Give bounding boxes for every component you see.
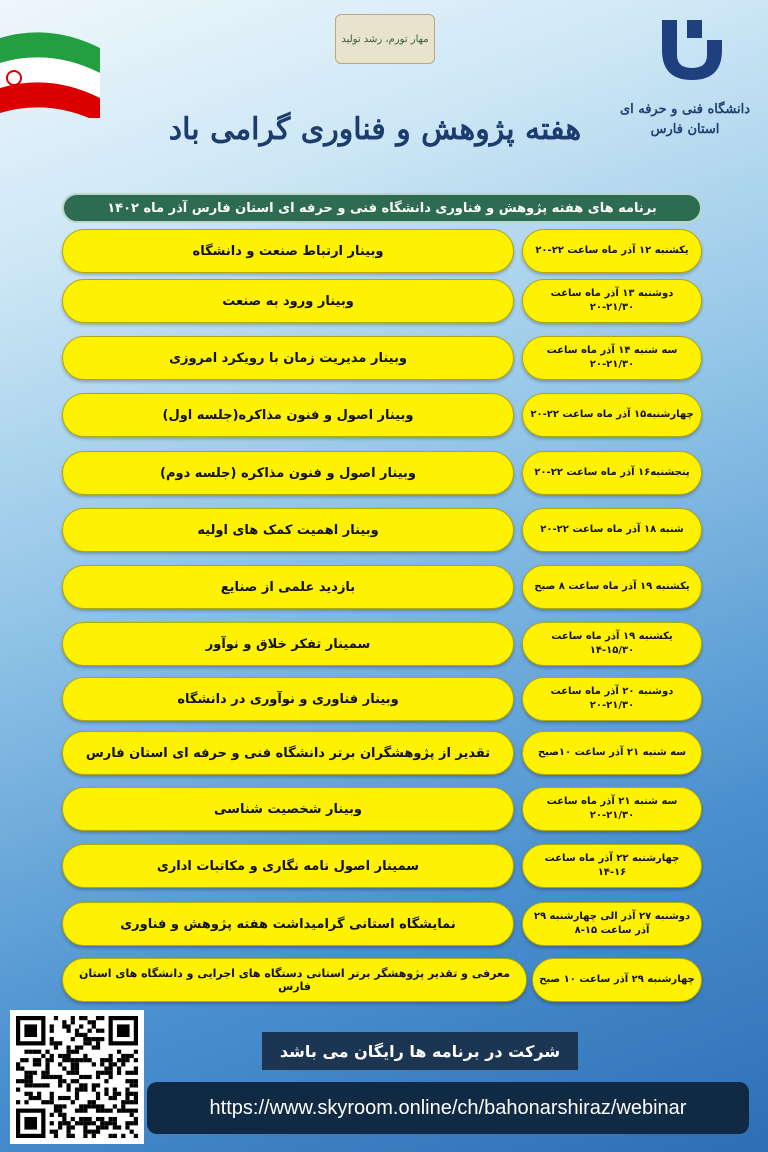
event-row	[62, 229, 702, 273]
event-row	[62, 622, 702, 666]
event-row	[62, 958, 702, 1002]
event-time: یکشنبه ۱۲ آذر ماه ساعت ۲۲-۲۰	[522, 229, 702, 273]
iran-flag-icon	[0, 18, 100, 118]
event-time: یکشنبه ۱۹ آذر ماه ساعت ۸ صبح	[522, 565, 702, 609]
event-row	[62, 731, 702, 775]
event-time: یکشنبه ۱۹ آذر ماه ساعت ۱۵/۳۰-۱۴	[522, 622, 702, 666]
event-title: وبینار اصول و فنون مذاکره (جلسه دوم)	[62, 451, 514, 495]
event-row	[62, 336, 702, 380]
event-row	[62, 787, 702, 831]
qr-code-icon[interactable]	[10, 1010, 144, 1144]
event-time: پنجشنبه۱۶ آذر ماه ساعت ۲۲-۲۰	[522, 451, 702, 495]
event-time: دوشنبه ۲۷ آذر الی چهارشنبه ۲۹ آذر ساعت ۱۵-۸	[522, 902, 702, 946]
slogan-badge	[335, 14, 435, 64]
event-title: سمینار تفکر خلاق و نوآور	[62, 622, 514, 666]
event-title: وبینار ارتباط صنعت و دانشگاه	[62, 229, 514, 273]
event-time: دوشنبه ۲۰ آذر ماه ساعت ۲۱/۳۰-۲۰	[522, 677, 702, 721]
event-time: سه شنبه ۲۱ آذر ماه ساعت ۲۱/۳۰-۲۰	[522, 787, 702, 831]
event-row	[62, 393, 702, 437]
event-row	[62, 565, 702, 609]
event-title: وبینار اهمیت کمک های اولیه	[62, 508, 514, 552]
event-title: سمینار اصول نامه نگاری و مکاتبات اداری	[62, 844, 514, 888]
university-name-line1: دانشگاه فنی و حرفه ای	[619, 102, 751, 117]
event-time: چهارشنبه۱۵ آذر ماه ساعت ۲۲-۲۰	[522, 393, 702, 437]
event-time: سه شنبه ۱۴ آذر ماه ساعت ۲۱/۳۰-۲۰	[522, 336, 702, 380]
webinar-url-link[interactable]: https://www.skyroom.online/ch/bahonarshiraz/webinar	[147, 1082, 749, 1134]
event-row	[62, 844, 702, 888]
university-logo-icon	[652, 10, 732, 90]
event-row	[62, 902, 702, 946]
university-name-line2: استان فارس	[650, 122, 720, 137]
event-row	[62, 677, 702, 721]
event-time: چهارشنبه ۲۹ آذر ساعت ۱۰ صبح	[532, 958, 702, 1002]
event-title: نمایشگاه استانی گرامیداشت هفته پژوهش و فناوری	[62, 902, 514, 946]
event-title: تقدیر از پژوهشگران برتر دانشگاه فنی و حرفه ای استان فارس	[62, 731, 514, 775]
slogan-text: مهار تورم، رشد تولید	[341, 33, 429, 45]
event-title: وبینار اصول و فنون مذاکره(جلسه اول)	[62, 393, 514, 437]
event-time: شنبه ۱۸ آذر ماه ساعت ۲۲-۲۰	[522, 508, 702, 552]
event-time: دوشنبه ۱۳ آذر ماه ساعت ۲۱/۳۰-۲۰	[522, 279, 702, 323]
event-row	[62, 508, 702, 552]
event-title: وبینار ورود به صنعت	[62, 279, 514, 323]
free-participation-note: شرکت در برنامه ها رایگان می باشد	[262, 1032, 578, 1070]
event-title: وبینار شخصیت شناسی	[62, 787, 514, 831]
event-time: سه شنبه ۲۱ آذر ساعت ۱۰صبح	[522, 731, 702, 775]
page-title: هفته پژوهش و فناوری گرامی باد	[168, 112, 582, 147]
event-title: معرفی و تقدیر پژوهشگر برتر استانی دستگاه های اجرایی و دانشگاه های استان فارس	[62, 958, 527, 1002]
event-row	[62, 279, 702, 323]
program-header: برنامه های هفته پژوهش و فناوری دانشگاه فنی و حرفه ای استان فارس آذر ماه ۱۴۰۲	[62, 193, 702, 223]
event-title: وبینار مدیریت زمان با رویکرد امروزی	[62, 336, 514, 380]
event-title: وبینار فناوری و نوآوری در دانشگاه	[62, 677, 514, 721]
event-time: چهارشنبه ۲۲ آذر ماه ساعت ۱۶-۱۴	[522, 844, 702, 888]
event-row	[62, 451, 702, 495]
event-title: بازدید علمی از صنایع	[62, 565, 514, 609]
university-name	[610, 100, 760, 140]
